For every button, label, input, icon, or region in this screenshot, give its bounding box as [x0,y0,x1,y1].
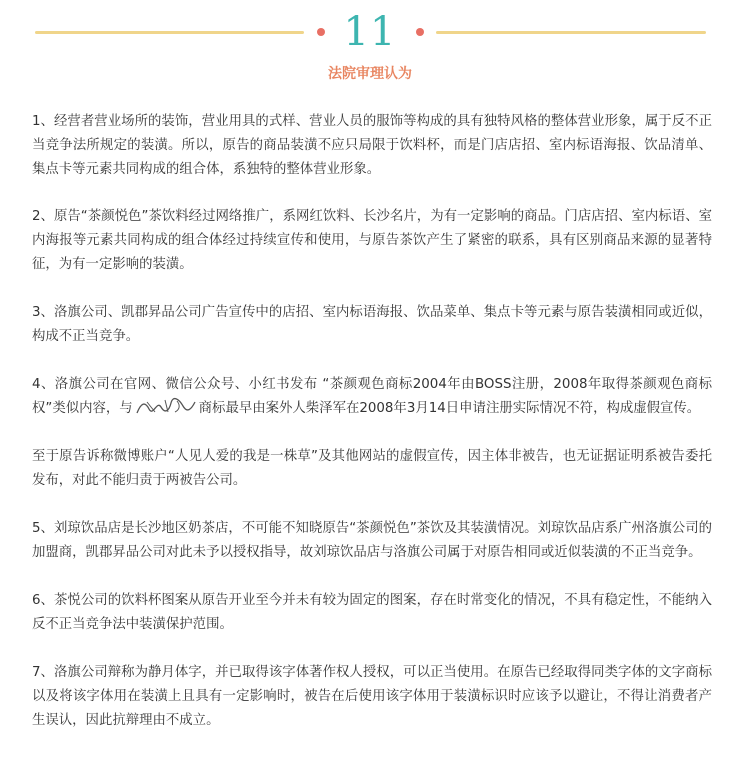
paragraph-7: 6、茶悦公司的饮料杯图案从原告开业至今并未有较为固定的图案，存在时常变化的情况，不具有稳定性，不能纳入反不正当竞争法中装潢保护范围。 [32,593,712,632]
paragraph-3: 3、洛旗公司、凯郡昇品公司广告宣传中的店招、室内标语海报、饮品菜单、集点卡等元素与原告装潢相同或近似，构成不正当竞争。 [32,305,712,344]
paragraph-1: 1、经营者营业场所的装饰，营业用具的式样、营业人员的服饰等构成的具有独特风格的整体营业形象，属于反不正当竞争法所规定的装潢。所以，原告的商品装潢不应只局限于饮料杯，而是门店店招、室内标语海报、饮品清单、集点卡等元素共同构成的组合体，系独特的整体营业形象。 [32,114,712,177]
article-body [32,110,712,757]
right-divider-line [436,31,706,34]
left-divider-line [35,31,304,34]
section-number: 11 [343,9,397,55]
paragraph-4-text-after: 商标最早由案外人柴泽军在2008年3月14日申请注册实际情况不符，构成虚假宣传。 [198,401,701,416]
paragraph-6: 5、刘琼饮品店是长沙地区奶茶店，不可能不知晓原告“茶颜悦色”茶饮及其装潢情况。刘琼饮品店系广州洛旗公司的加盟商，凯郡昇品公司对此未予以授权指导，故刘琼饮品店与洛旗公司属于对原告相同或近似装潢的不正当竞争。 [32,521,712,560]
section-heading: 法院审理认为 [328,66,412,82]
paragraph-8: 7、洛旗公司辩称为静月体字，并已取得该字体著作权人授权，可以正当使用。在原告已经取得同类字体的文字商标以及将该字体用在装潢上且具有一定影响时，被告在后使用该字体用于装潢标识时应该予以避让，不得让消费者产生误认，因此抗辩理由不成立。 [32,665,712,728]
paragraph-4 [32,373,712,421]
paragraph-4-text-before: 4、洛旗公司在官网、微信公众号、小红书发布 “茶颜观色商标2004年由BOSS注册，2008年取得茶颜观色商标权”类似内容，与 [32,377,712,416]
section-header [0,0,740,70]
paragraph-5: 至于原告诉称微博账户“人见人爱的我是一株草”及其他网站的虚假宣传，因主体非被告，也无证据证明系被告委托发布，对此不能归责于两被告公司。 [32,449,712,488]
right-dot [416,28,424,36]
paragraph-2: 2、原告“茶颜悦色”茶饮料经过网络推广，系网红饮料、长沙名片，为有一定影响的商品。门店店招、室内标语、室内海报等元素共同构成的组合体经过持续宣传和使用，与原告茶饮产生了紧密的联系，具有区别商品来源的显著特征，为有一定影响的装潢。 [32,209,712,272]
left-dot [317,28,325,36]
calligraphy-trademark-image [135,397,197,417]
